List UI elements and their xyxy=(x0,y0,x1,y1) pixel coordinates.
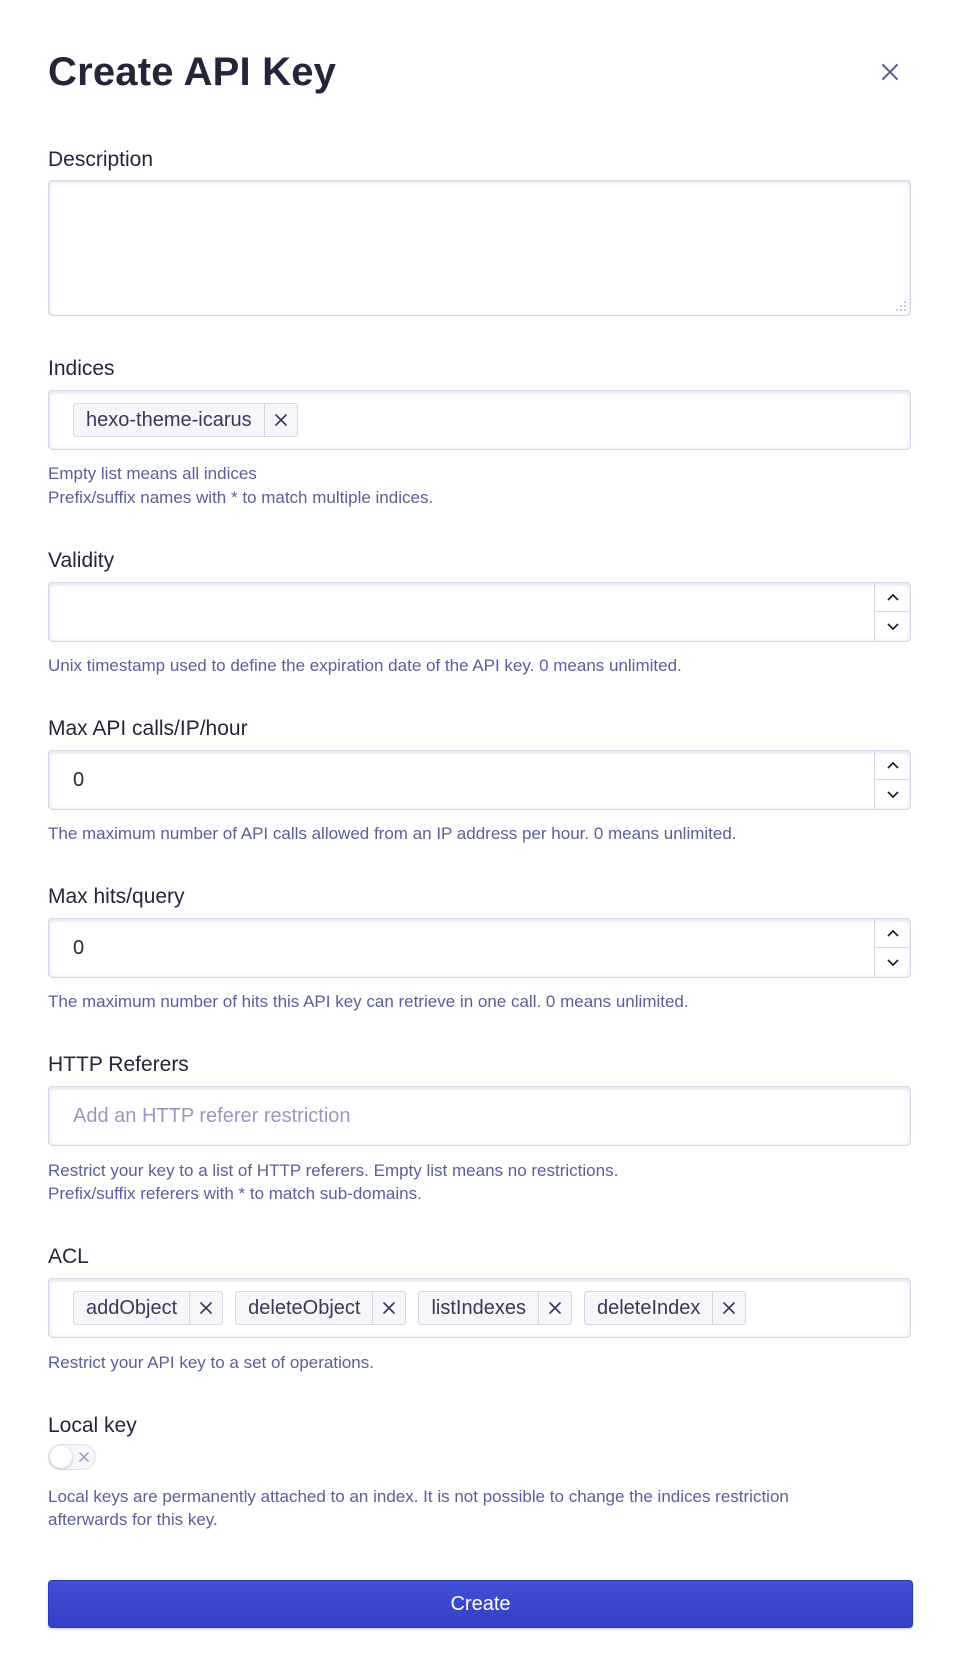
http-referers-help-line2: Prefix/suffix referers with * to match sub-domains. xyxy=(48,1184,422,1203)
chevron-down-icon xyxy=(887,623,899,631)
validity-label: Validity xyxy=(48,549,115,572)
dialog-title: Create API Key xyxy=(48,50,337,94)
max-hits-value: 0 xyxy=(73,937,85,959)
acl-tag xyxy=(73,1291,223,1325)
indices-tag-input[interactable] xyxy=(48,390,911,450)
max-api-calls-stepper xyxy=(874,751,910,809)
http-referer-placeholder: Add an HTTP referer restriction xyxy=(73,1105,351,1127)
remove-tag-button[interactable] xyxy=(538,1292,571,1324)
http-referer-input[interactable] xyxy=(48,1086,911,1146)
acl-tag-label: deleteIndex xyxy=(596,1296,701,1319)
create-button[interactable]: Create xyxy=(48,1580,913,1628)
toggle-knob xyxy=(50,1446,72,1468)
local-key-help-line2: afterwards for this key. xyxy=(48,1510,218,1529)
close-icon xyxy=(722,1301,736,1315)
max-api-calls-input[interactable] xyxy=(48,750,911,810)
validity-stepper xyxy=(874,583,910,641)
chevron-up-icon xyxy=(887,761,899,769)
max-hits-label: Max hits/query xyxy=(48,885,185,908)
remove-tag-button[interactable] xyxy=(712,1292,745,1324)
index-tag-label: hexo-theme-icarus xyxy=(86,408,252,431)
indices-label: Indices xyxy=(48,357,115,380)
max-api-calls-value: 0 xyxy=(73,769,85,791)
close-icon xyxy=(274,413,288,427)
chevron-up-icon xyxy=(887,593,899,601)
remove-tag-button[interactable] xyxy=(264,404,297,436)
indices-help-line2: Prefix/suffix names with * to match multiple indices. xyxy=(48,488,434,507)
chevron-down-icon xyxy=(887,959,899,967)
acl-tag-input[interactable] xyxy=(48,1278,911,1338)
validity-help: Unix timestamp used to define the expiration date of the API key. 0 means unlimited. xyxy=(48,656,682,675)
close-icon xyxy=(78,1451,90,1463)
max-hits-help: The maximum number of hits this API key can retrieve in one call. 0 means unlimited. xyxy=(48,992,689,1011)
increment-button[interactable] xyxy=(875,919,910,948)
acl-label: ACL xyxy=(48,1245,89,1268)
increment-button[interactable] xyxy=(875,751,910,780)
acl-tag xyxy=(418,1291,572,1325)
acl-help: Restrict your API key to a set of operations. xyxy=(48,1353,374,1372)
chevron-up-icon xyxy=(887,929,899,937)
close-button[interactable] xyxy=(874,56,906,88)
close-icon xyxy=(382,1301,396,1315)
remove-tag-button[interactable] xyxy=(189,1292,222,1324)
increment-button[interactable] xyxy=(875,583,910,612)
local-key-toggle[interactable] xyxy=(48,1444,96,1470)
http-referers-help-line1: Restrict your key to a list of HTTP referers. Empty list means no restrictions. xyxy=(48,1161,619,1180)
close-icon xyxy=(881,63,899,81)
resize-grip-icon[interactable] xyxy=(895,300,907,312)
validity-input[interactable] xyxy=(48,582,911,642)
description-textarea[interactable] xyxy=(48,180,911,316)
decrement-button[interactable] xyxy=(875,612,910,641)
description-label: Description xyxy=(48,148,154,171)
http-referers-label: HTTP Referers xyxy=(48,1053,189,1076)
acl-tag xyxy=(235,1291,406,1325)
acl-tag xyxy=(584,1291,746,1325)
max-api-calls-help: The maximum number of API calls allowed from an IP address per hour. 0 means unlimited. xyxy=(48,824,737,843)
chevron-down-icon xyxy=(887,791,899,799)
max-api-calls-label: Max API calls/IP/hour xyxy=(48,717,248,740)
local-key-help-line1: Local keys are permanently attached to an index. It is not possible to change the indices restriction xyxy=(48,1487,789,1506)
index-tag xyxy=(73,403,298,437)
close-icon xyxy=(548,1301,562,1315)
max-hits-stepper xyxy=(874,919,910,977)
max-hits-input[interactable] xyxy=(48,918,911,978)
acl-tag-label: addObject xyxy=(86,1296,178,1319)
decrement-button[interactable] xyxy=(875,948,910,977)
indices-help-line1: Empty list means all indices xyxy=(48,464,257,483)
acl-tag-label: deleteObject xyxy=(248,1296,361,1319)
acl-tag-label: listIndexes xyxy=(431,1296,526,1319)
decrement-button[interactable] xyxy=(875,780,910,809)
remove-tag-button[interactable] xyxy=(372,1292,405,1324)
close-icon xyxy=(199,1301,213,1315)
local-key-label: Local key xyxy=(48,1414,137,1437)
